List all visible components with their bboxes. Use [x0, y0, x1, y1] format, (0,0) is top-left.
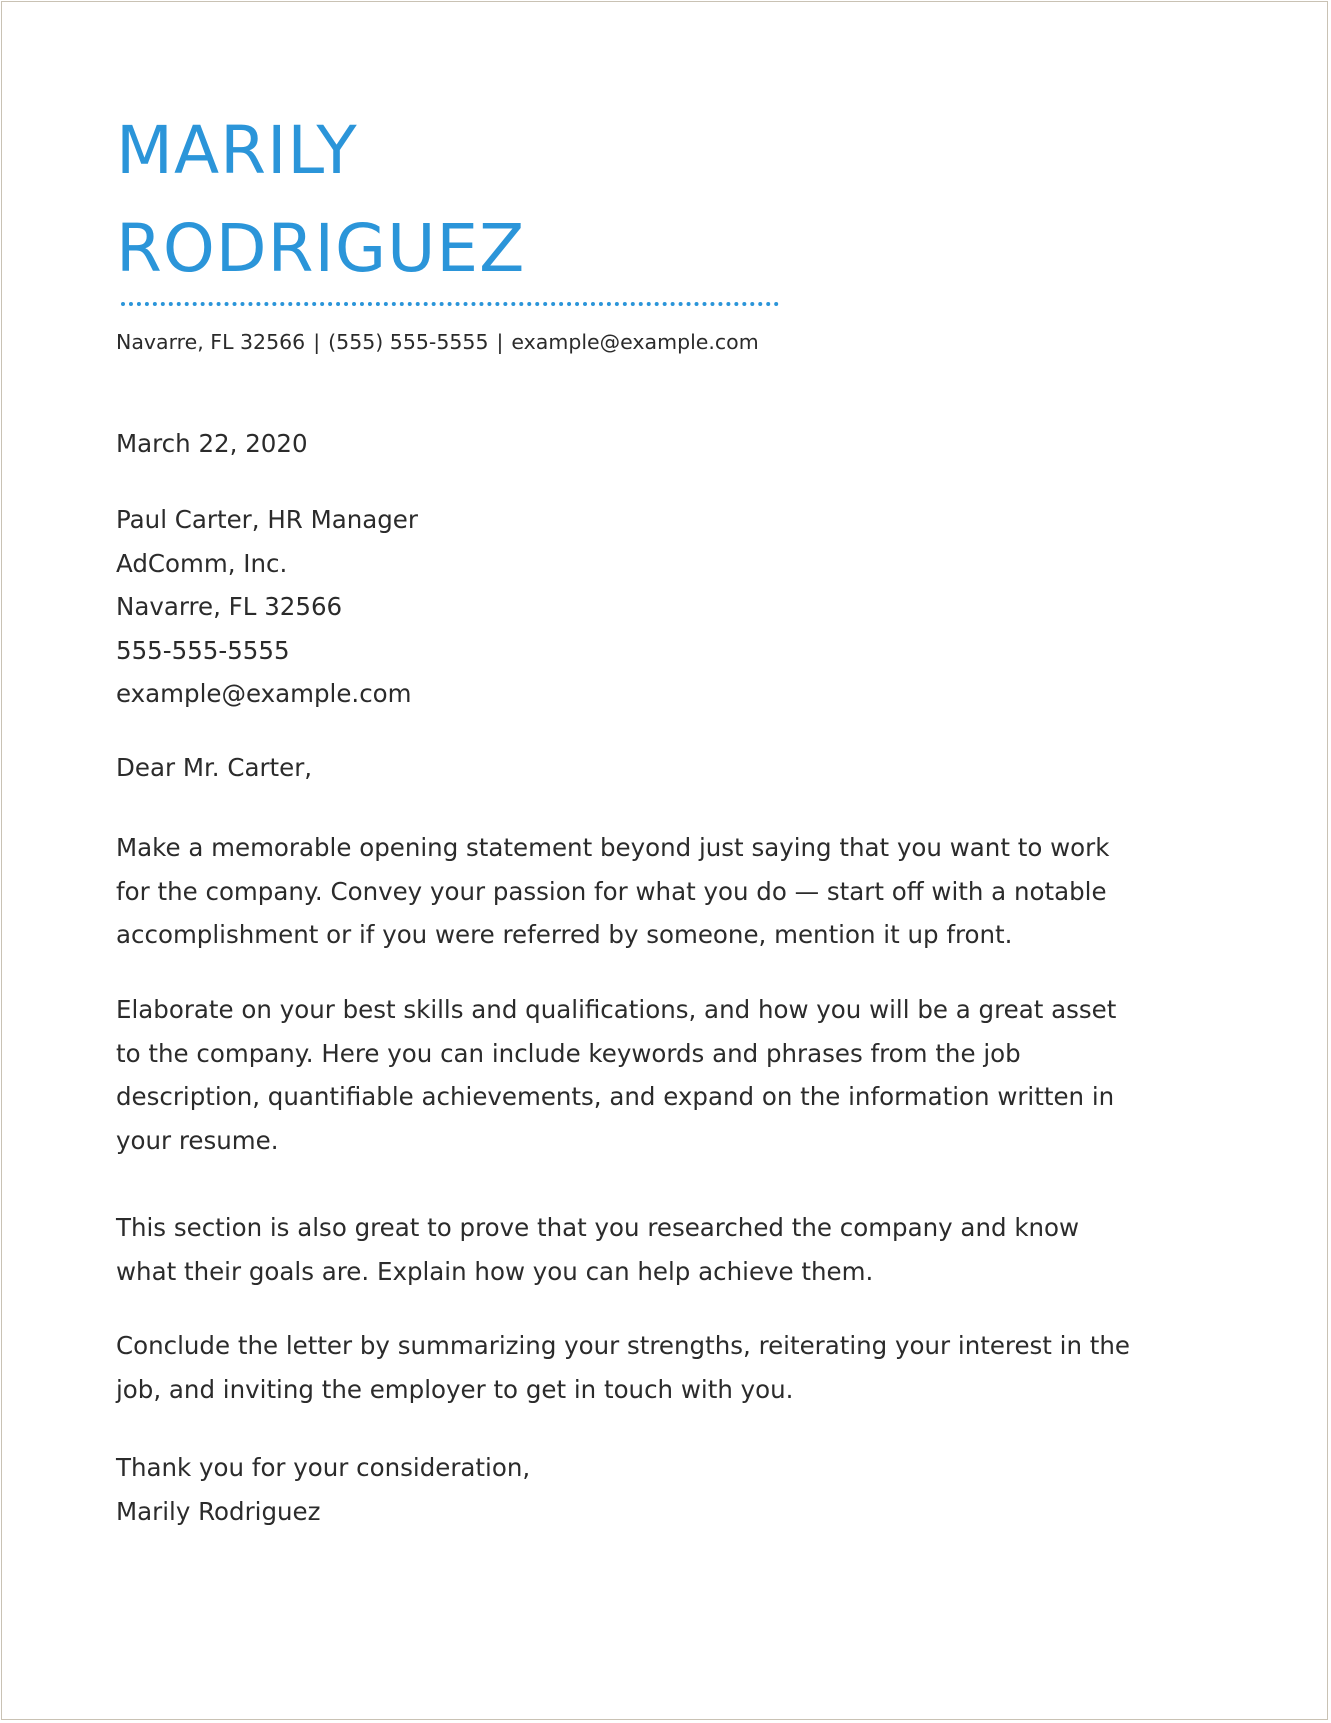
recipient-name-title: Paul Carter, HR Manager: [116, 505, 418, 534]
recipient-email: example@example.com: [116, 679, 412, 708]
applicant-last-name: RODRIGUEZ: [116, 210, 526, 287]
body-paragraph-2: [116, 988, 1216, 1162]
applicant-name: [116, 102, 525, 298]
signature-name: Marily Rodriguez: [116, 1496, 321, 1526]
paragraph-line: description, quantifiable achievements, and expand on the information written in: [116, 1082, 1115, 1111]
paragraph-line: Elaborate on your best skills and qualifications, and how you will be a great asset: [116, 995, 1117, 1024]
header-dotted-divider: [121, 302, 779, 306]
body-paragraph-1: [116, 826, 1216, 957]
paragraph-line: accomplishment or if you were referred by someone, mention it up front.: [116, 920, 1013, 949]
applicant-email: example@example.com: [511, 330, 759, 354]
recipient-phone: 555-555-5555: [116, 635, 290, 665]
letter-greeting: Dear Mr. Carter,: [116, 753, 313, 782]
applicant-phone: (555) 555-5555: [328, 330, 489, 354]
contact-separator: |: [313, 330, 321, 354]
paragraph-line: Conclude the letter by summarizing your strengths, reiterating your interest in the: [116, 1331, 1131, 1360]
applicant-first-name: MARILY: [116, 112, 358, 189]
applicant-contact-line: [116, 328, 759, 356]
closing-phrase: Thank you for your consideration,: [116, 1453, 531, 1482]
paragraph-line: job, and inviting the employer to get in touch with you.: [116, 1374, 794, 1404]
contact-separator: |: [496, 330, 504, 354]
paragraph-line: what their goals are. Explain how you can help achieve them.: [116, 1256, 874, 1286]
paragraph-line: to the company. Here you can include keywords and phrases from the job: [116, 1038, 1021, 1068]
paragraph-line: for the company. Convey your passion for what you do — start off with a notable: [116, 876, 1107, 906]
letter-page: [1, 1, 1328, 1720]
body-paragraph-3: [116, 1206, 1216, 1293]
letter-closing: [116, 1446, 1216, 1533]
applicant-address: Navarre, FL 32566: [116, 330, 306, 354]
paragraph-line: This section is also great to prove that you researched the company and know: [116, 1213, 1080, 1242]
paragraph-line: your resume.: [116, 1125, 279, 1155]
recipient-block: [116, 498, 1216, 716]
body-paragraph-4: [116, 1324, 1216, 1411]
paragraph-line: Make a memorable opening statement beyond just saying that you want to work: [116, 833, 1110, 862]
recipient-address: Navarre, FL 32566: [116, 592, 343, 621]
letter-date: March 22, 2020: [116, 429, 308, 458]
recipient-company: AdComm, Inc.: [116, 548, 288, 578]
